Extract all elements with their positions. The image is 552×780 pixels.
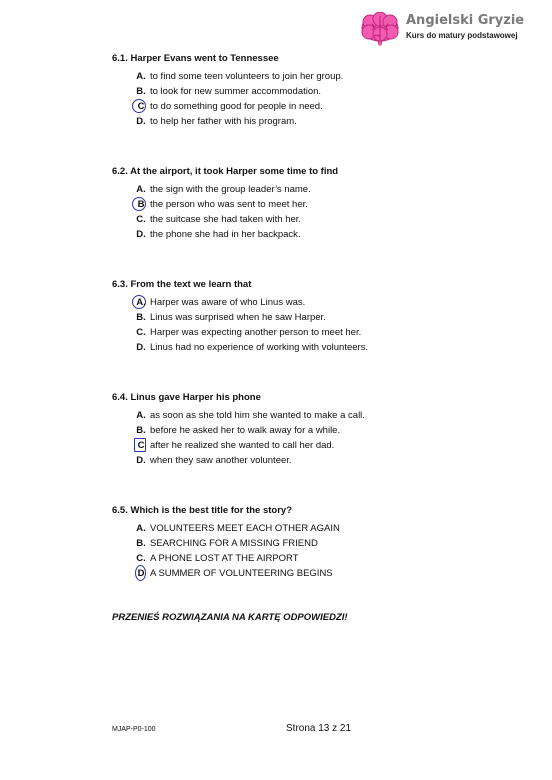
option-text: after he realized she wanted to call her dad. bbox=[150, 440, 335, 451]
option-text: when they saw another volunteer. bbox=[150, 455, 292, 466]
option-text: VOLUNTEERS MEET EACH OTHER AGAIN bbox=[150, 523, 340, 534]
option-text: A SUMMER OF VOLUNTEERING BEGINS bbox=[150, 568, 333, 579]
brand-title: Angielski Gryzie bbox=[406, 13, 525, 28]
option-letter: B. bbox=[136, 425, 146, 436]
option-text: Harper was aware of who Linus was. bbox=[150, 297, 306, 308]
option-text: SEARCHING FOR A MISSING FRIEND bbox=[150, 538, 318, 549]
option-letter: B bbox=[137, 199, 145, 210]
option-d[interactable] bbox=[112, 453, 412, 468]
option-letter: C bbox=[137, 440, 145, 451]
option-d[interactable] bbox=[112, 114, 412, 129]
question-6-2 bbox=[112, 166, 412, 242]
brain-icon bbox=[360, 12, 400, 46]
option-b[interactable] bbox=[112, 423, 412, 438]
question-title: 6.4. Linus gave Harper his phone bbox=[112, 392, 261, 403]
question-title: 6.5. Which is the best title for the story? bbox=[112, 505, 292, 516]
document-code: MJAP-P0-100 bbox=[112, 726, 156, 733]
option-c[interactable] bbox=[112, 438, 412, 453]
option-letter: A. bbox=[136, 297, 146, 308]
option-c[interactable] bbox=[112, 551, 412, 566]
option-letter: D bbox=[137, 568, 145, 579]
option-letter: B. bbox=[136, 312, 146, 323]
option-letter: D. bbox=[136, 342, 146, 353]
option-c[interactable] bbox=[112, 325, 412, 340]
question-title: 6.2. At the airport, it took Harper some time to find bbox=[112, 166, 339, 177]
option-text: A PHONE LOST AT THE AIRPORT bbox=[150, 553, 299, 564]
option-letter: A. bbox=[136, 71, 146, 82]
option-text: to find some teen volunteers to join her group. bbox=[150, 71, 344, 82]
option-letter: D. bbox=[136, 229, 146, 240]
option-b[interactable] bbox=[112, 84, 412, 99]
option-text: to do something good for people in need. bbox=[150, 101, 323, 112]
question-6-1 bbox=[112, 53, 412, 129]
option-text: the suitcase she had taken with her. bbox=[150, 214, 302, 225]
option-a[interactable] bbox=[112, 408, 412, 423]
option-c[interactable] bbox=[112, 99, 412, 114]
brand-subtitle: Kurs do matury podstawowej bbox=[406, 31, 518, 40]
option-letter: D. bbox=[136, 455, 146, 466]
question-6-5 bbox=[112, 505, 412, 581]
option-letter: A. bbox=[136, 184, 146, 195]
option-text: the person who was sent to meet her. bbox=[150, 199, 308, 210]
option-b[interactable] bbox=[112, 197, 412, 212]
transfer-answers-instruction: PRZENIEŚ ROZWIĄZANIA NA KARTĘ ODPOWIEDZI! bbox=[112, 612, 348, 623]
option-text: to look for new summer accommodation. bbox=[150, 86, 322, 97]
option-text: as soon as she told him she wanted to make a call. bbox=[150, 410, 365, 421]
option-d[interactable] bbox=[112, 340, 412, 355]
option-letter: D. bbox=[136, 116, 146, 127]
option-d[interactable] bbox=[112, 227, 412, 242]
option-a[interactable] bbox=[112, 182, 412, 197]
question-6-4 bbox=[112, 392, 412, 468]
option-text: Linus had no experience of working with volunteers. bbox=[150, 342, 369, 353]
option-letter: B. bbox=[136, 538, 146, 549]
option-letter: C. bbox=[136, 553, 146, 564]
question-title: 6.1. Harper Evans went to Tennessee bbox=[112, 53, 279, 64]
option-text: Harper was expecting another person to meet her. bbox=[150, 327, 362, 338]
option-letter: C. bbox=[136, 214, 146, 225]
option-text: the phone she had in her backpack. bbox=[150, 229, 301, 240]
option-text: Linus was surprised when he saw Harper. bbox=[150, 312, 326, 323]
option-d[interactable] bbox=[112, 566, 412, 581]
option-text: before he asked her to walk away for a while. bbox=[150, 425, 341, 436]
option-letter: A. bbox=[136, 410, 146, 421]
page-number: Strona 13 z 21 bbox=[286, 723, 352, 734]
option-letter: A. bbox=[136, 523, 146, 534]
option-b[interactable] bbox=[112, 536, 412, 551]
option-a[interactable] bbox=[112, 69, 412, 84]
option-c[interactable] bbox=[112, 212, 412, 227]
option-a[interactable] bbox=[112, 521, 412, 536]
question-6-3 bbox=[112, 279, 412, 355]
option-letter: C. bbox=[136, 327, 146, 338]
option-a[interactable] bbox=[112, 295, 412, 310]
option-letter: B. bbox=[136, 86, 146, 97]
option-letter: C bbox=[137, 101, 145, 112]
option-text: the sign with the group leader’s name. bbox=[150, 184, 311, 195]
question-title: 6.3. From the text we learn that bbox=[112, 279, 252, 290]
brand-logo bbox=[360, 12, 546, 48]
option-text: to help her father with his program. bbox=[150, 116, 297, 127]
option-b[interactable] bbox=[112, 310, 412, 325]
